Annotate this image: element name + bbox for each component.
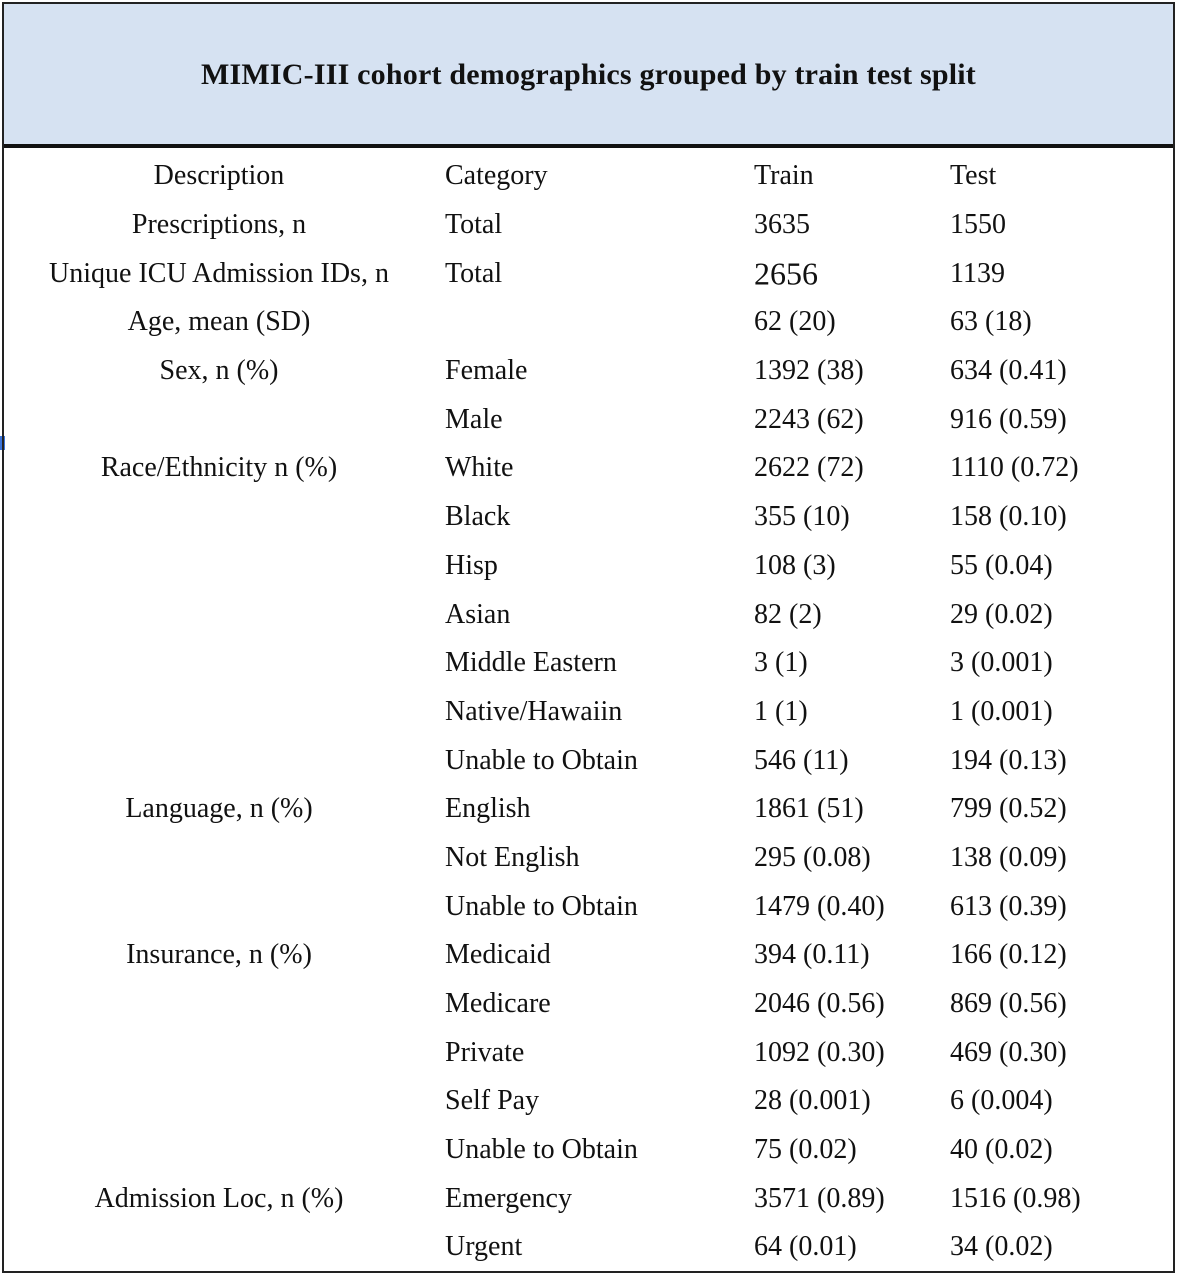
row-train-value: 62 (20) (754, 306, 836, 338)
row-train-value: 2656 (754, 255, 818, 292)
row-test-value: 799 (0.52) (950, 793, 1067, 825)
row-category: Male (445, 403, 503, 435)
table-row (4, 444, 1173, 493)
table-row (4, 882, 1173, 931)
row-test-value: 1139 (950, 257, 1005, 289)
table-title: MIMIC-III cohort demographics grouped by train test split (200, 58, 976, 91)
row-category: Total (445, 257, 503, 289)
table-row (4, 834, 1173, 883)
row-category: Not English (445, 841, 580, 873)
row-train-value: 75 (0.02) (754, 1134, 857, 1166)
row-description: Admission Loc, n (%) (94, 1182, 344, 1214)
row-train-value: 355 (10) (754, 501, 850, 533)
row-category: Female (445, 355, 528, 387)
header-category: Category (445, 160, 548, 192)
table-row (4, 590, 1173, 639)
row-test-value: 634 (0.41) (950, 355, 1067, 387)
row-train-value: 3635 (754, 209, 810, 241)
row-category: Urgent (445, 1231, 523, 1263)
row-test-value: 469 (0.30) (950, 1036, 1067, 1068)
row-train-value: 64 (0.01) (754, 1231, 857, 1263)
row-category: Unable to Obtain (445, 744, 638, 776)
row-category: Native/Hawaiin (445, 695, 623, 727)
table-title-band (4, 4, 1173, 148)
row-description: Prescriptions, n (131, 209, 307, 241)
row-test-value: 138 (0.09) (950, 841, 1067, 873)
table-row (4, 395, 1173, 444)
row-category: Medicare (445, 988, 551, 1020)
row-category: Total (445, 209, 503, 241)
row-train-value: 1 (1) (754, 695, 808, 727)
row-train-value: 3571 (0.89) (754, 1182, 885, 1214)
row-description: Language, n (%) (125, 793, 313, 825)
row-test-value: 55 (0.04) (950, 549, 1053, 581)
table-row (4, 980, 1173, 1029)
row-category: Black (445, 501, 511, 533)
row-description: Sex, n (%) (159, 355, 279, 387)
row-description: Insurance, n (%) (126, 939, 312, 971)
table-row (4, 1223, 1173, 1272)
row-test-value: 158 (0.10) (950, 501, 1067, 533)
row-category: Private (445, 1036, 525, 1068)
row-train-value: 1861 (51) (754, 793, 864, 825)
row-description: Race/Ethnicity n (%) (100, 452, 338, 484)
table-row (4, 347, 1173, 396)
row-category: White (445, 452, 514, 484)
table-row (4, 542, 1173, 591)
row-train-value: 28 (0.001) (754, 1085, 871, 1117)
header-test: Test (950, 160, 997, 192)
row-test-value: 1550 (950, 209, 1006, 241)
row-category: Self Pay (445, 1085, 540, 1117)
row-train-value: 2622 (72) (754, 452, 864, 484)
table-row (4, 298, 1173, 347)
row-train-value: 2243 (62) (754, 403, 864, 435)
table-row (4, 1126, 1173, 1175)
table-row (4, 1028, 1173, 1077)
header-description: Description (153, 160, 285, 192)
row-train-value: 1092 (0.30) (754, 1036, 885, 1068)
table-row (4, 785, 1173, 834)
header-row (4, 152, 1173, 201)
row-train-value: 2046 (0.56) (754, 988, 885, 1020)
table-row (4, 1077, 1173, 1126)
row-test-value: 194 (0.13) (950, 744, 1067, 776)
row-test-value: 869 (0.56) (950, 988, 1067, 1020)
row-train-value: 1392 (38) (754, 355, 864, 387)
table-body (4, 152, 1173, 1272)
row-description: Age, mean (SD) (127, 306, 311, 338)
row-train-value: 82 (2) (754, 598, 822, 630)
row-category: English (445, 793, 531, 825)
row-test-value: 63 (18) (950, 306, 1032, 338)
row-test-value: 40 (0.02) (950, 1134, 1053, 1166)
row-test-value: 1516 (0.98) (950, 1182, 1081, 1214)
table-row (4, 736, 1173, 785)
row-train-value: 295 (0.08) (754, 841, 871, 873)
table-row (4, 639, 1173, 688)
row-category: Unable to Obtain (445, 890, 638, 922)
row-train-value: 1479 (0.40) (754, 890, 885, 922)
row-train-value: 108 (3) (754, 549, 836, 581)
table-row (4, 249, 1173, 298)
header-train: Train (754, 160, 814, 192)
row-test-value: 613 (0.39) (950, 890, 1067, 922)
row-train-value: 394 (0.11) (754, 939, 870, 971)
row-category: Hisp (445, 549, 498, 581)
table-row (4, 931, 1173, 980)
table-row (4, 688, 1173, 737)
table-row (4, 1174, 1173, 1223)
row-test-value: 916 (0.59) (950, 403, 1067, 435)
row-description: Unique ICU Admission IDs, n (49, 257, 389, 289)
row-train-value: 3 (1) (754, 647, 808, 679)
row-category: Unable to Obtain (445, 1134, 638, 1166)
table-row (4, 493, 1173, 542)
row-test-value: 3 (0.001) (950, 647, 1053, 679)
row-train-value: 546 (11) (754, 744, 849, 776)
row-test-value: 29 (0.02) (950, 598, 1053, 630)
row-test-value: 166 (0.12) (950, 939, 1067, 971)
row-test-value: 34 (0.02) (950, 1231, 1053, 1263)
row-test-value: 1110 (0.72) (950, 452, 1079, 484)
row-test-value: 6 (0.004) (950, 1085, 1053, 1117)
row-category: Emergency (445, 1182, 572, 1214)
demographics-table (2, 2, 1175, 1273)
table-row (4, 201, 1173, 250)
row-category: Medicaid (445, 939, 551, 971)
row-category: Asian (445, 598, 511, 630)
row-category: Middle Eastern (445, 647, 617, 679)
row-test-value: 1 (0.001) (950, 695, 1053, 727)
